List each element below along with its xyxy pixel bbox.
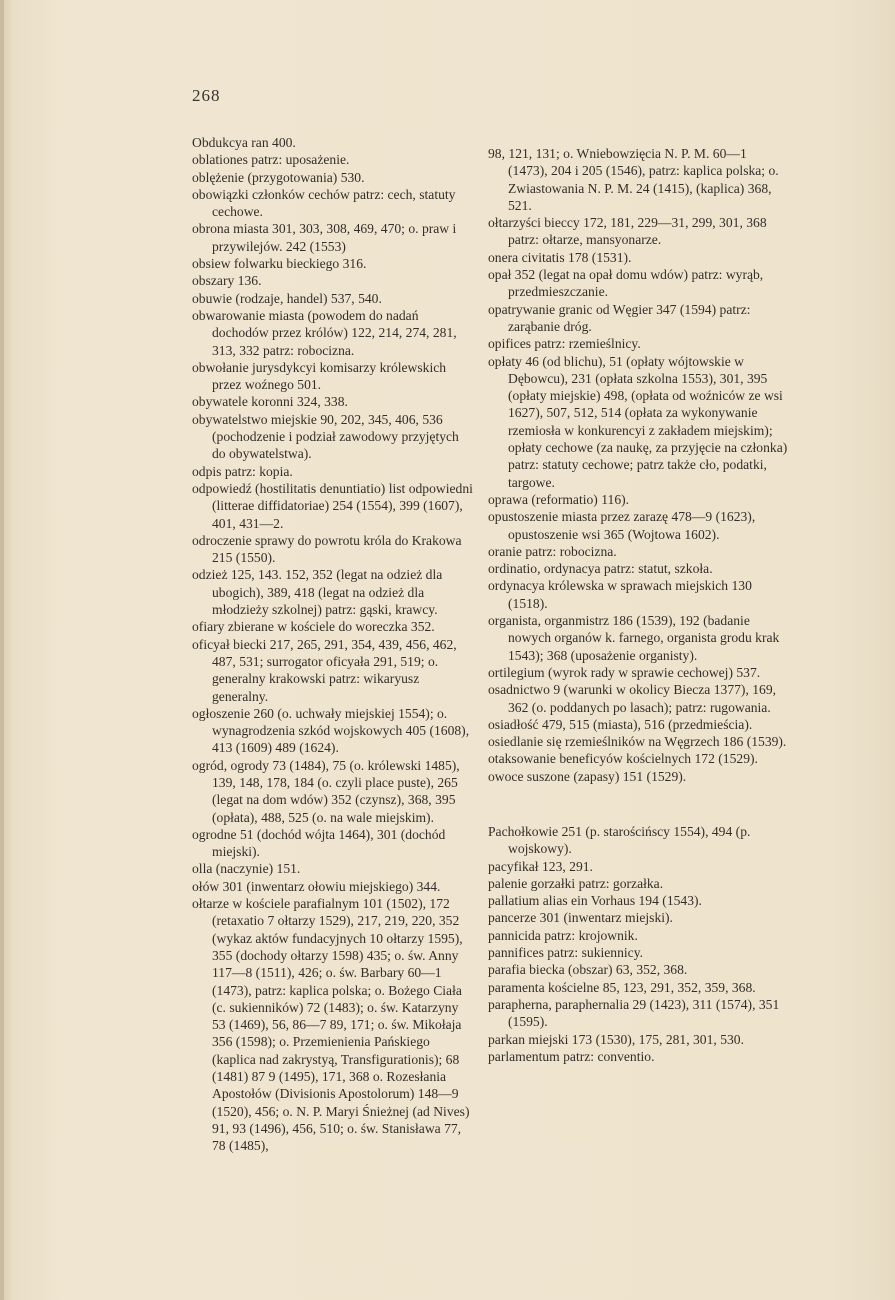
index-entry: oprawa (reformatio) 116). [488,491,630,507]
index-entry: ołtarzyści bieccy 172, 181, 229—31, 299, 301, 368 patrz: ołtarze, mansyonarze. [488,215,767,248]
index-entry: Obdukcya ran 400. [192,135,296,150]
index-entry: oficyał biecki 217, 265, 291, 354, 439, 456, 462, 487, 531; surrogator oficyała 291, 519; o. generalny krakowski patrz: wikaryusz generalny. [192,636,457,704]
index-entry: ołtarze w kościele parafialnym 101 (1502), 172 (retaxatio 7 ołtarzy 1529), 217, 219, 220, 352 (wykaz aktów fundacyjnych 10 ołtarzy 1595), 355 (dochody ołtarzy 1598) 435; o. św. Anny 117—8 (1511), 426; o. św. Barbary 60—1 (1473), patrz: kaplica polska; o. Bożego Ciała (c. sukienników) 72 (1483); o. św. Katarzyny 53 (1469), 56, 86—7 89, 171; o. św. Mikołaja 356 (1598); o. Przemienienia Pańskiego (kaplica nad zakrystyą, Transfigurationis); 68 (1481) 87 9 (1495), 171, 368 o. Rozesłania Apostołów (Divisionis Apostolorum) 148—9 (1520), 456; o. N. P. Maryi Śnieżnej (ad Nives) 91, 93 (1496), 456, 510; o. św. Stanisława 77, 78 (1485), [192,896,470,1154]
index-entry: ordinatio, ordynacya patrz: statut, szkoła. [488,561,713,577]
index-entry: oblationes patrz: uposażenie. [192,152,350,168]
index-entry: pannicida patrz: krojownik. [488,927,638,943]
index-entry: obuwie (rodzaje, handel) 537, 540. [192,290,382,306]
index-entry: opatrywanie granic od Węgier 347 (1594) patrz: zarąbanie dróg. [488,301,751,334]
index-entry: obowiązki członków cechów patrz: cech, statuty cechowe. [192,186,456,220]
index-entry: ogłoszenie 260 (o. uchwały miejskiej 1554); o. wynagrodzenia szkód wojskowych 405 (1608), 413 (1609) 489 (1624). [192,705,470,756]
index-entry: ogrodne 51 (dochód wójta 1464), 301 (dochód miejski). [192,826,446,860]
index-entry: otaksowanie beneficyów kościelnych 172 (1529). [488,751,758,767]
index-entry: odpis patrz: kopia. [192,463,293,479]
right-column [488,145,788,1065]
index-entry: osadnictwo 9 (warunki w okolicy Biecza 1377), 169, 362 (o. poddanych po lasach); patrz: rugowania. [488,682,777,715]
index-entry: ofiary zbierane w kościele do woreczka 352. [192,619,435,635]
index-entry: ołów 301 (inwentarz ołowiu miejskiego) 344. [192,878,441,894]
index-entry: obywatele koronni 324, 338. [192,394,348,410]
index-entry: oranie patrz: robocizna. [488,543,617,559]
index-entry: 98, 121, 131; o. Wniebowzięcia N. P. M. 60—1 (1473), 204 i 205 (1546), patrz: kaplica polska; o. Zwiastowania N. P. M. 24 (1415), (kaplica) 368, 521. [488,146,779,213]
index-entry: parlamentum patrz: conventio. [488,1048,655,1064]
index-entry: opał 352 (legat na opał domu wdów) patrz: wyrąb, przedmieszczanie. [488,267,764,300]
index-entry: osiadłość 479, 515 (miasta), 516 (przedmieścia). [488,716,753,732]
index-entry: parafia biecka (obszar) 63, 352, 368. [488,962,688,978]
index-entry: obszary 136. [192,273,262,289]
index-entry: pallatium alias ein Vorhaus 194 (1543). [488,893,702,909]
index-entry: opłaty 46 (od blichu), 51 (opłaty wójtowskie w Dębowcu), 231 (opłata szkolna 1553), 301, 395 (opłaty miejskie) 498, (opłata od woźniców ze wsi 1627), 507, 512, 514 (opłata za wykonywanie rzemiosła w konkurencyi z zakładem miejskim); opłaty cechowe (za naukę, za przyjęcie na członka) patrz: statuty cechowe; patrz także cło, podatki, targowe. [488,353,788,490]
index-entry: opifices patrz: rzemieślnicy. [488,336,641,352]
index-entry: pancerze 301 (inwentarz miejski). [488,910,673,926]
index-entry: onera civitatis 178 (1531). [488,249,632,265]
index-entry: obrona miasta 301, 303, 308, 469, 470; o. praw i przywilejów. 242 (1553) [192,221,457,254]
index-entry: oblężenie (przygotowania) 530. [192,169,365,185]
left-column [192,134,474,1155]
index-entry: organista, organmistrz 186 (1539), 192 (badanie nowych organów k. farnego, organista grodu krak 1543); 368 (uposażenie organisty). [488,613,780,663]
index-entry: odroczenie sprawy do powrotu króla do Krakowa 215 (1550). [192,532,462,566]
section-gap [488,785,788,823]
page-edge [0,0,4,1300]
index-entry: owoce suszone (zapasy) 151 (1529). [488,768,687,784]
index-entry: ortilegium (wyrok rady w sprawie cechowej) 537. [488,664,761,680]
index-entry: palenie gorzałki patrz: gorzałka. [488,875,664,891]
index-entry: olla (naczynie) 151. [192,861,301,877]
index-entry: odzież 125, 143. 152, 352 (legat na odzież dla ubogich), 389, 418 (legat na odzież dla młodzieży szkolnej) patrz: gąski, krawcy. [192,567,443,618]
index-entry: osiedlanie się rzemieślników na Węgrzech 186 (1539). [488,734,787,750]
index-entry: obwarowanie miasta (powodem do nadań dochodów przez królów) 122, 214, 274, 281, 313, 332 patrz: robocizna. [192,307,457,358]
index-entry: pacyfikał 123, 291. [488,858,593,874]
index-entry: opustoszenie miasta przez zarazę 478—9 (1623), opustoszenie wsi 365 (Wojtowa 1602). [488,509,756,542]
index-entry: obywatelstwo miejskie 90, 202, 345, 406, 536 (pochodzenie i podział zawodowy przyjętych do obywatelstwa). [192,411,459,462]
index-entry: Pachołkowie 251 (p. starościńscy 1554), 494 (p. wojskowy). [488,823,751,857]
index-entry: obsiew folwarku bieckiego 316. [192,256,367,272]
index-entry: ordynacya królewska w sprawach miejskich 130 (1518). [488,578,752,611]
index-entry: ogród, ogrody 73 (1484), 75 (o. królewski 1485), 139, 148, 178, 184 (o. czyli place puste), 265 (legat na dom wdów) 352 (czynsz), 368, 395 (opłata), 488, 525 (o. na wale miejskim). [192,757,460,825]
index-entry: pannifices patrz: sukiennicy. [488,945,644,961]
index-entry: obwołanie jurysdykcyi komisarzy królewskich przez woźnego 501. [192,359,447,393]
page-number: 268 [192,86,221,105]
index-entry: parkan miejski 173 (1530), 175, 281, 301, 530. [488,1031,744,1047]
index-entry: odpowiedź (hostilitatis denuntiatio) list odpowiedni (litterae diffidatoriae) 254 (1554), 399 (1607), 401, 431—2. [192,480,473,531]
index-entry: parapherna, paraphernalia 29 (1423), 311 (1574), 351 (1595). [488,996,780,1030]
index-entry: paramenta kościelne 85, 123, 291, 352, 359, 368. [488,979,756,995]
